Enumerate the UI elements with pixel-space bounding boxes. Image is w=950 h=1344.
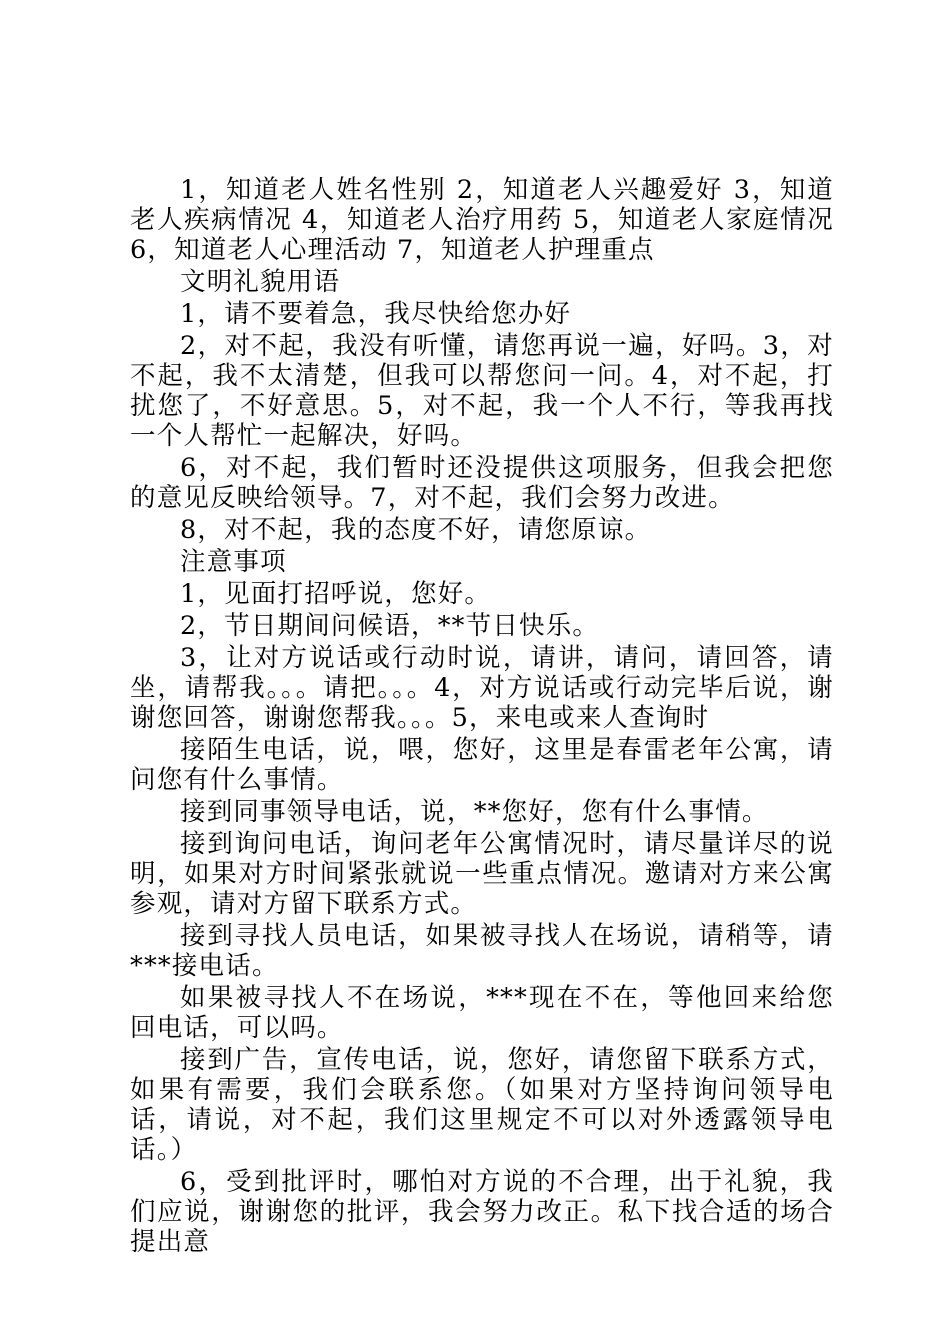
heading-polite-language: 文明礼貌用语 (180, 267, 341, 297)
paragraph-phrase-8: 8，对不起，我的态度不好，请您原谅。 (180, 515, 652, 545)
paragraph-stranger-call: 接陌生电话，说，喂，您好，这里是春雷老年公寓，请问您有什么事情。 (130, 735, 834, 795)
paragraph-phrases-2-5: 2，对不起，我没有听懂，请您再说一遍，好吗。3，对不起，我不太清楚，但我可以帮您问一问。4，对不起，打扰您了，不好意思。5，对不起，我一个人不行，等我再找一个人帮忙一起解决，好吗。 (130, 331, 834, 451)
paragraph-find-person-present: 接到寻找人员电话，如果被寻找人在场说，请稍等，请***接电话。 (130, 921, 834, 981)
paragraph-criticism: 6，受到批评时，哪怕对方说的不合理，出于礼貌，我们应说，谢谢您的批评，我会努力改正。私下找合适的场合提出意 (130, 1167, 834, 1257)
paragraph-colleague-call: 接到同事领导电话，说，**您好，您有什么事情。 (180, 797, 769, 827)
paragraph-care-knowledge: 1，知道老人姓名性别 2，知道老人兴趣爱好 3，知道老人疾病情况 4，知道老人治疗用药 5，知道老人家庭情况 6，知道老人心理活动 7，知道老人护理重点 (130, 175, 844, 265)
paragraph-note-1: 1，见面打招呼说，您好。 (180, 579, 492, 609)
paragraph-notes-3-5: 3，让对方说话或行动时说，请讲，请问，请回答，请坐，请帮我。。。请把。。。4，对方说话或行动完毕后说，谢谢您回答，谢谢您帮我。。。5，来电或来人查询时 (130, 643, 834, 733)
paragraph-note-2: 2，节日期间问候语，**节日快乐。 (180, 611, 600, 641)
heading-notes: 注意事项 (180, 547, 287, 577)
paragraph-phrase-1: 1，请不要着急，我尽快给您办好 (180, 299, 572, 329)
paragraph-ad-call: 接到广告，宣传电话，说，您好，请您留下联系方式，如果有需要，我们会联系您。（如果对方坚持询问领导电话，请说，对不起，我们这里规定不可以对外透露领导电话。） (130, 1045, 834, 1165)
paragraph-inquiry-call: 接到询问电话，询问老年公寓情况时，请尽量详尽的说明，如果对方时间紧张就说一些重点情况。邀请对方来公寓参观，请对方留下联系方式。 (130, 829, 834, 919)
paragraph-phrases-6-7: 6，对不起，我们暂时还没提供这项服务，但我会把您的意见反映给领导。7，对不起，我们会努力改进。 (130, 453, 834, 513)
paragraph-find-person-absent: 如果被寻找人不在场说，***现在不在，等他回来给您回电话，可以吗。 (130, 983, 834, 1043)
document-page (130, 175, 844, 1259)
